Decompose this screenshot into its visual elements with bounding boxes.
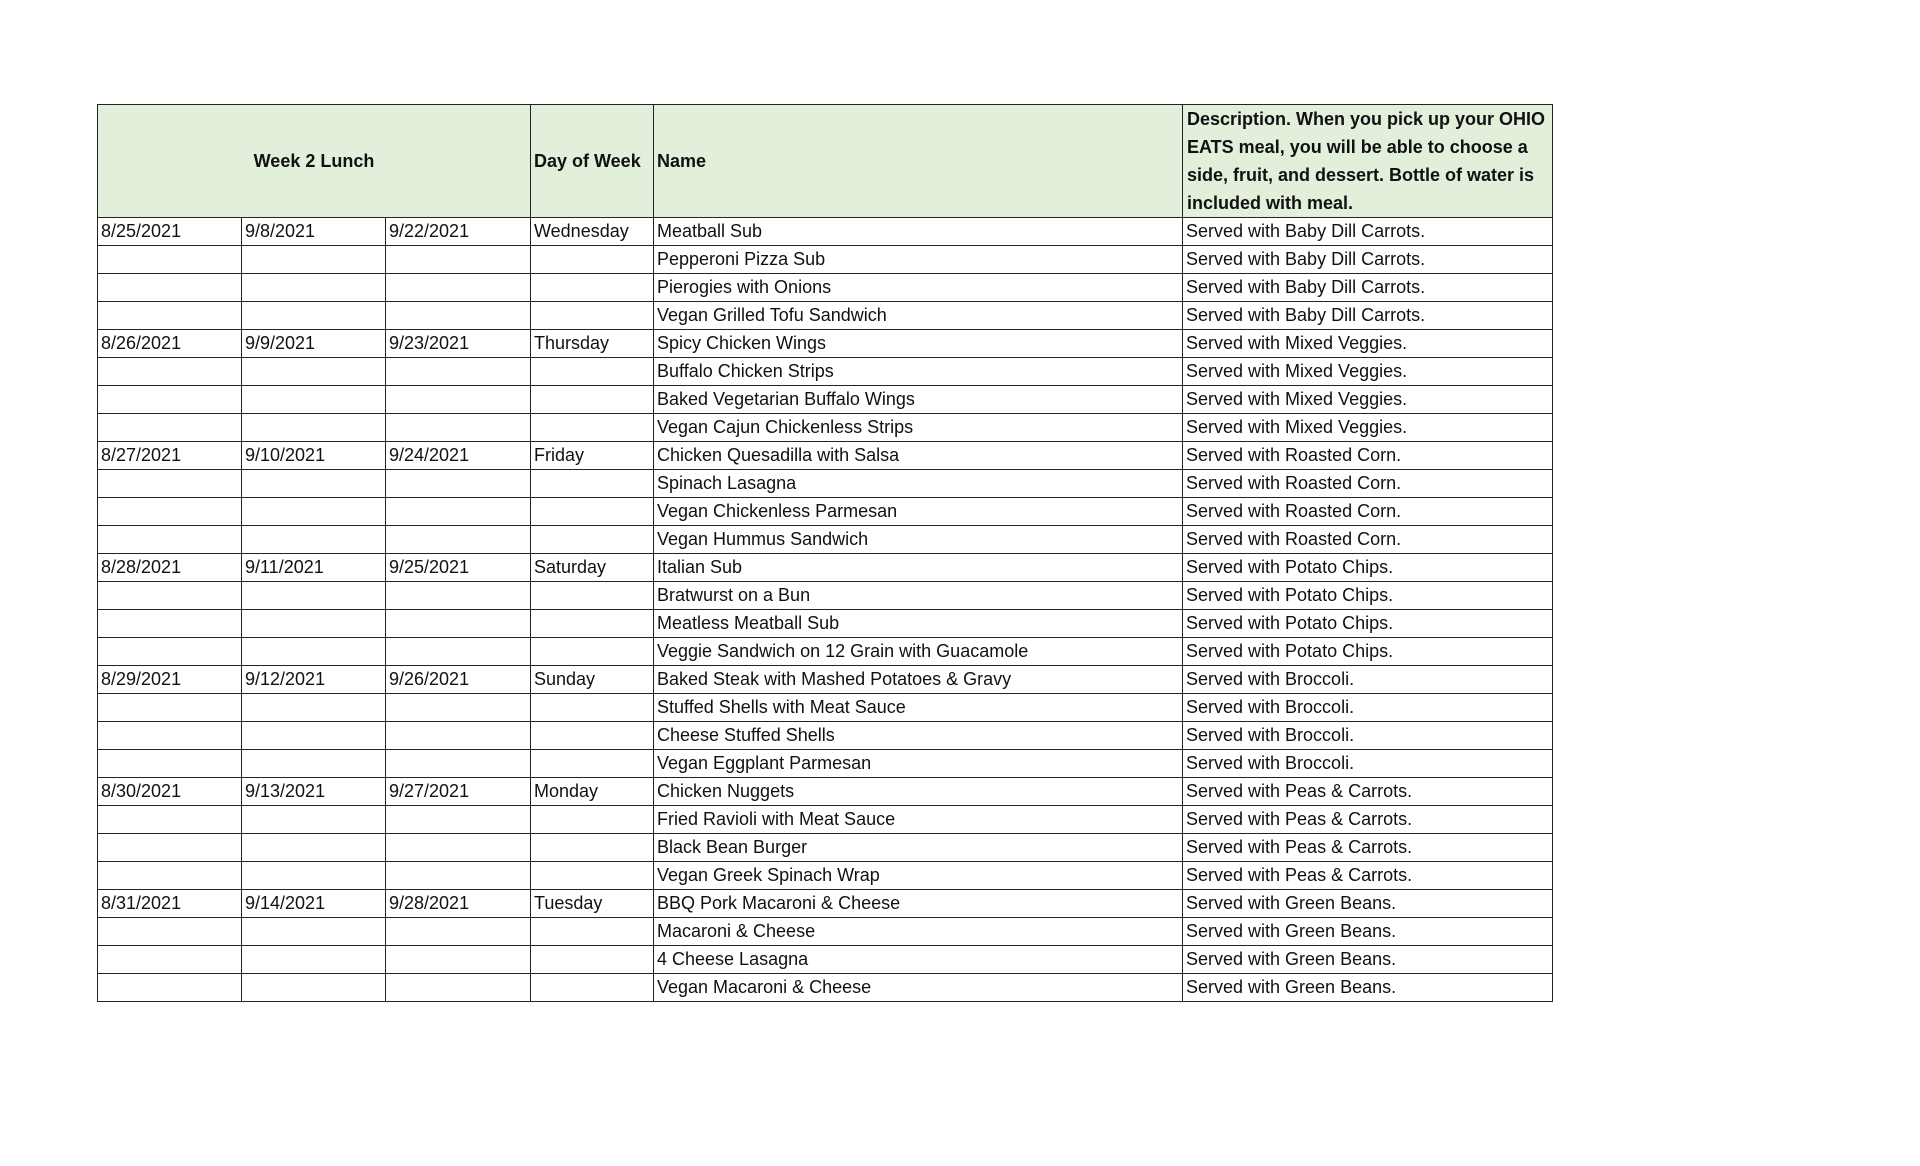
third-date-cell: 9/24/2021	[386, 442, 531, 470]
description-cell: Served with Baby Dill Carrots.	[1183, 218, 1553, 246]
description-cell: Served with Potato Chips.	[1183, 554, 1553, 582]
description-cell: Served with Broccoli.	[1183, 750, 1553, 778]
description-cell: Served with Mixed Veggies.	[1183, 386, 1553, 414]
meal-name-cell: Veggie Sandwich on 12 Grain with Guacamole	[654, 638, 1183, 666]
first-date-cell: 8/31/2021	[98, 890, 242, 918]
day-cell	[531, 974, 654, 1002]
day-cell	[531, 526, 654, 554]
second-date-cell	[242, 918, 386, 946]
description-cell: Served with Baby Dill Carrots.	[1183, 302, 1553, 330]
first-date-cell	[98, 414, 242, 442]
meal-name-cell: 4 Cheese Lasagna	[654, 946, 1183, 974]
meal-name-cell: Buffalo Chicken Strips	[654, 358, 1183, 386]
description-cell: Served with Broccoli.	[1183, 694, 1553, 722]
third-date-cell	[386, 470, 531, 498]
description-cell: Served with Mixed Veggies.	[1183, 358, 1553, 386]
day-cell: Friday	[531, 442, 654, 470]
first-date-cell	[98, 638, 242, 666]
name-header: Name	[654, 105, 1183, 218]
day-cell: Thursday	[531, 330, 654, 358]
first-date-cell: 8/29/2021	[98, 666, 242, 694]
day-cell	[531, 834, 654, 862]
third-date-cell	[386, 526, 531, 554]
meal-name-cell: Spinach Lasagna	[654, 470, 1183, 498]
third-date-cell	[386, 386, 531, 414]
second-date-cell	[242, 974, 386, 1002]
meal-name-cell: Vegan Cajun Chickenless Strips	[654, 414, 1183, 442]
day-cell	[531, 582, 654, 610]
day-cell: Tuesday	[531, 890, 654, 918]
meal-name-cell: Baked Steak with Mashed Potatoes & Gravy	[654, 666, 1183, 694]
description-header: Description. When you pick up your OHIO EATS meal, you will be able to choose a side, fruit, and dessert. Bottle of water is included with meal.	[1183, 105, 1553, 218]
meal-name-cell: Vegan Eggplant Parmesan	[654, 750, 1183, 778]
day-of-week-header: Day of Week	[531, 105, 654, 218]
first-date-cell	[98, 722, 242, 750]
description-cell: Served with Green Beans.	[1183, 946, 1553, 974]
second-date-cell	[242, 694, 386, 722]
description-cell: Served with Baby Dill Carrots.	[1183, 274, 1553, 302]
day-cell	[531, 722, 654, 750]
week-header: Week 2 Lunch	[98, 105, 531, 218]
description-cell: Served with Peas & Carrots.	[1183, 778, 1553, 806]
first-date-cell: 8/27/2021	[98, 442, 242, 470]
table-row	[98, 526, 1553, 554]
first-date-cell	[98, 302, 242, 330]
second-date-cell: 9/11/2021	[242, 554, 386, 582]
description-cell: Served with Mixed Veggies.	[1183, 330, 1553, 358]
day-cell	[531, 386, 654, 414]
second-date-cell	[242, 834, 386, 862]
table-row	[98, 862, 1553, 890]
meal-name-cell: Vegan Grilled Tofu Sandwich	[654, 302, 1183, 330]
first-date-cell	[98, 918, 242, 946]
second-date-cell	[242, 274, 386, 302]
table-row	[98, 246, 1553, 274]
meal-name-cell: Black Bean Burger	[654, 834, 1183, 862]
day-cell: Monday	[531, 778, 654, 806]
first-date-cell	[98, 694, 242, 722]
meal-name-cell: Chicken Nuggets	[654, 778, 1183, 806]
meal-name-cell: Vegan Hummus Sandwich	[654, 526, 1183, 554]
third-date-cell	[386, 246, 531, 274]
meal-name-cell: Fried Ravioli with Meat Sauce	[654, 806, 1183, 834]
table-row	[98, 694, 1553, 722]
meal-name-cell: Stuffed Shells with Meat Sauce	[654, 694, 1183, 722]
table-row	[98, 750, 1553, 778]
day-cell	[531, 806, 654, 834]
third-date-cell	[386, 694, 531, 722]
day-cell: Wednesday	[531, 218, 654, 246]
table-row	[98, 890, 1553, 918]
third-date-cell	[386, 862, 531, 890]
description-cell: Served with Green Beans.	[1183, 890, 1553, 918]
second-date-cell	[242, 358, 386, 386]
description-cell: Served with Roasted Corn.	[1183, 498, 1553, 526]
first-date-cell: 8/30/2021	[98, 778, 242, 806]
table-row	[98, 638, 1553, 666]
third-date-cell	[386, 274, 531, 302]
table-row	[98, 582, 1553, 610]
meal-name-cell: Vegan Chickenless Parmesan	[654, 498, 1183, 526]
first-date-cell	[98, 526, 242, 554]
description-cell: Served with Potato Chips.	[1183, 638, 1553, 666]
second-date-cell	[242, 246, 386, 274]
meal-name-cell: Baked Vegetarian Buffalo Wings	[654, 386, 1183, 414]
meal-name-cell: Italian Sub	[654, 554, 1183, 582]
first-date-cell	[98, 610, 242, 638]
second-date-cell	[242, 302, 386, 330]
meal-name-cell: Pierogies with Onions	[654, 274, 1183, 302]
first-date-cell	[98, 862, 242, 890]
description-cell: Served with Green Beans.	[1183, 974, 1553, 1002]
third-date-cell	[386, 638, 531, 666]
day-cell	[531, 274, 654, 302]
day-cell	[531, 946, 654, 974]
second-date-cell	[242, 722, 386, 750]
description-cell: Served with Peas & Carrots.	[1183, 806, 1553, 834]
second-date-cell	[242, 470, 386, 498]
day-cell	[531, 862, 654, 890]
first-date-cell: 8/25/2021	[98, 218, 242, 246]
third-date-cell	[386, 918, 531, 946]
description-cell: Served with Broccoli.	[1183, 722, 1553, 750]
meal-name-cell: BBQ Pork Macaroni & Cheese	[654, 890, 1183, 918]
third-date-cell	[386, 498, 531, 526]
third-date-cell	[386, 358, 531, 386]
second-date-cell	[242, 386, 386, 414]
description-cell: Served with Green Beans.	[1183, 918, 1553, 946]
table-row	[98, 918, 1553, 946]
second-date-cell	[242, 610, 386, 638]
first-date-cell	[98, 974, 242, 1002]
description-cell: Served with Peas & Carrots.	[1183, 862, 1553, 890]
first-date-cell	[98, 946, 242, 974]
second-date-cell	[242, 946, 386, 974]
description-cell: Served with Baby Dill Carrots.	[1183, 246, 1553, 274]
description-cell: Served with Mixed Veggies.	[1183, 414, 1553, 442]
header-row	[98, 105, 1553, 218]
third-date-cell: 9/23/2021	[386, 330, 531, 358]
second-date-cell	[242, 526, 386, 554]
meal-name-cell: Meatball Sub	[654, 218, 1183, 246]
first-date-cell	[98, 358, 242, 386]
day-cell: Sunday	[531, 666, 654, 694]
second-date-cell: 9/10/2021	[242, 442, 386, 470]
table-row	[98, 498, 1553, 526]
table-body	[98, 218, 1553, 1002]
first-date-cell	[98, 274, 242, 302]
meal-name-cell: Vegan Macaroni & Cheese	[654, 974, 1183, 1002]
day-cell	[531, 750, 654, 778]
first-date-cell	[98, 386, 242, 414]
second-date-cell: 9/9/2021	[242, 330, 386, 358]
day-cell	[531, 470, 654, 498]
first-date-cell	[98, 806, 242, 834]
table-row	[98, 834, 1553, 862]
table-row	[98, 610, 1553, 638]
third-date-cell: 9/27/2021	[386, 778, 531, 806]
third-date-cell	[386, 302, 531, 330]
day-cell	[531, 918, 654, 946]
description-cell: Served with Potato Chips.	[1183, 610, 1553, 638]
second-date-cell	[242, 582, 386, 610]
second-date-cell: 9/8/2021	[242, 218, 386, 246]
table-row	[98, 806, 1553, 834]
second-date-cell: 9/14/2021	[242, 890, 386, 918]
third-date-cell	[386, 750, 531, 778]
day-cell: Saturday	[531, 554, 654, 582]
description-cell: Served with Potato Chips.	[1183, 582, 1553, 610]
second-date-cell	[242, 750, 386, 778]
table-row	[98, 722, 1553, 750]
second-date-cell	[242, 806, 386, 834]
third-date-cell	[386, 834, 531, 862]
third-date-cell: 9/28/2021	[386, 890, 531, 918]
day-cell	[531, 694, 654, 722]
day-cell	[531, 302, 654, 330]
third-date-cell	[386, 806, 531, 834]
first-date-cell	[98, 582, 242, 610]
table-row	[98, 946, 1553, 974]
day-cell	[531, 498, 654, 526]
table-row	[98, 302, 1553, 330]
third-date-cell	[386, 582, 531, 610]
lunch-menu-table	[97, 104, 1553, 1002]
description-cell: Served with Roasted Corn.	[1183, 526, 1553, 554]
table-row	[98, 218, 1553, 246]
meal-name-cell: Macaroni & Cheese	[654, 918, 1183, 946]
table-row	[98, 554, 1553, 582]
first-date-cell	[98, 750, 242, 778]
table-row	[98, 414, 1553, 442]
meal-name-cell: Meatless Meatball Sub	[654, 610, 1183, 638]
meal-name-cell: Spicy Chicken Wings	[654, 330, 1183, 358]
meal-name-cell: Cheese Stuffed Shells	[654, 722, 1183, 750]
third-date-cell	[386, 414, 531, 442]
description-cell: Served with Peas & Carrots.	[1183, 834, 1553, 862]
table-row	[98, 358, 1553, 386]
description-cell: Served with Roasted Corn.	[1183, 442, 1553, 470]
meal-name-cell: Bratwurst on a Bun	[654, 582, 1183, 610]
first-date-cell: 8/26/2021	[98, 330, 242, 358]
meal-name-cell: Vegan Greek Spinach Wrap	[654, 862, 1183, 890]
third-date-cell: 9/26/2021	[386, 666, 531, 694]
table-row	[98, 442, 1553, 470]
third-date-cell	[386, 610, 531, 638]
table-row	[98, 778, 1553, 806]
third-date-cell: 9/25/2021	[386, 554, 531, 582]
second-date-cell	[242, 414, 386, 442]
day-cell	[531, 358, 654, 386]
second-date-cell	[242, 862, 386, 890]
table-row	[98, 386, 1553, 414]
table-row	[98, 274, 1553, 302]
third-date-cell: 9/22/2021	[386, 218, 531, 246]
third-date-cell	[386, 946, 531, 974]
description-cell: Served with Broccoli.	[1183, 666, 1553, 694]
third-date-cell	[386, 722, 531, 750]
first-date-cell	[98, 246, 242, 274]
second-date-cell: 9/13/2021	[242, 778, 386, 806]
day-cell	[531, 414, 654, 442]
day-cell	[531, 610, 654, 638]
table-row	[98, 470, 1553, 498]
second-date-cell: 9/12/2021	[242, 666, 386, 694]
third-date-cell	[386, 974, 531, 1002]
table-row	[98, 666, 1553, 694]
day-cell	[531, 638, 654, 666]
table-row	[98, 974, 1553, 1002]
second-date-cell	[242, 638, 386, 666]
first-date-cell	[98, 834, 242, 862]
first-date-cell	[98, 470, 242, 498]
table-row	[98, 330, 1553, 358]
meal-name-cell: Pepperoni Pizza Sub	[654, 246, 1183, 274]
first-date-cell: 8/28/2021	[98, 554, 242, 582]
meal-name-cell: Chicken Quesadilla with Salsa	[654, 442, 1183, 470]
day-cell	[531, 246, 654, 274]
second-date-cell	[242, 498, 386, 526]
first-date-cell	[98, 498, 242, 526]
description-cell: Served with Roasted Corn.	[1183, 470, 1553, 498]
